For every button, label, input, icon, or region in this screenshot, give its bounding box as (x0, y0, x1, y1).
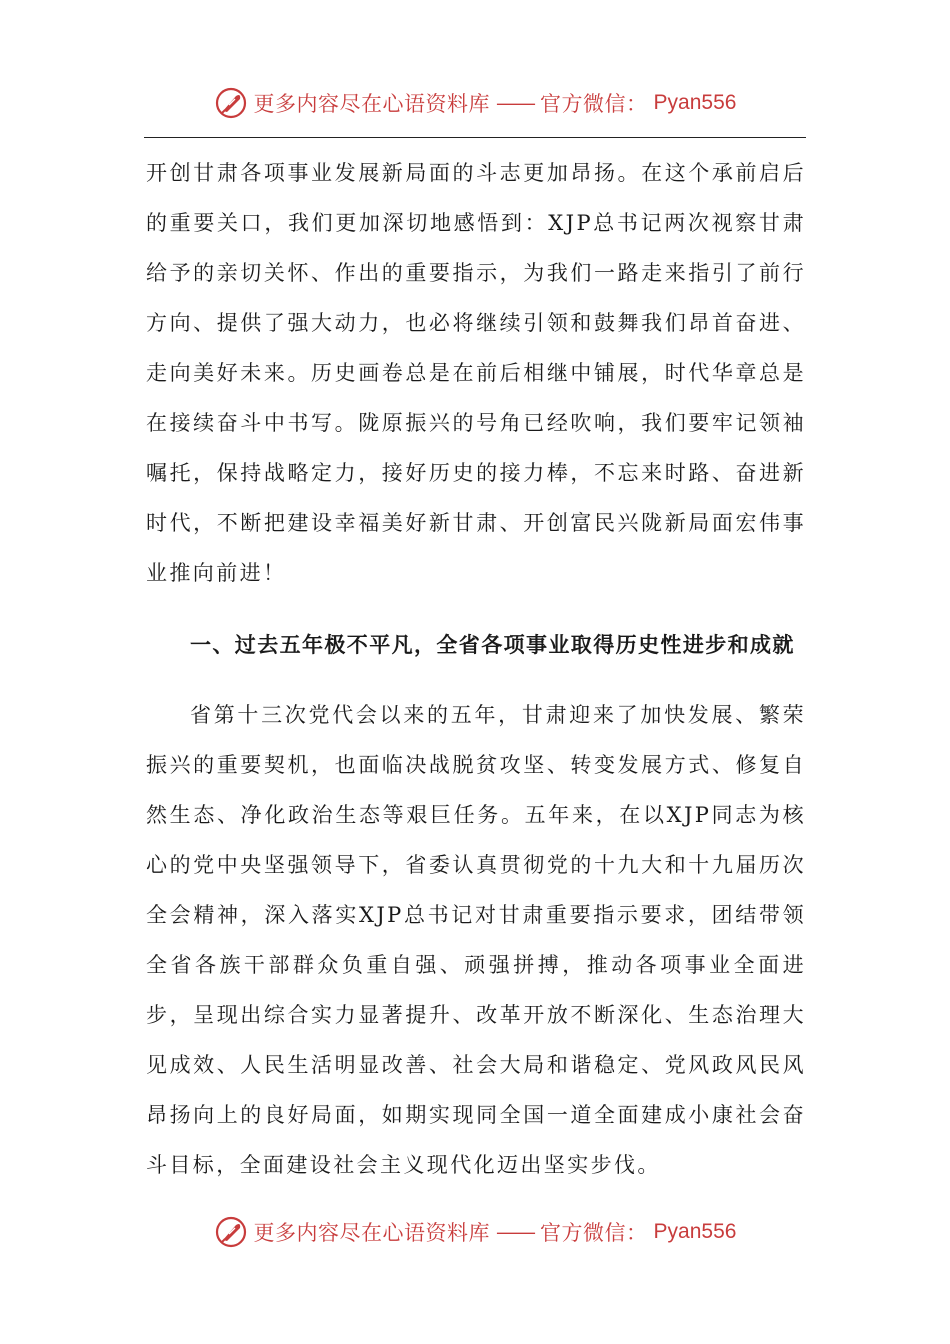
document-body (146, 148, 806, 1190)
watermark-label: 官方微信： (540, 92, 648, 116)
quill-pen-icon (214, 1215, 248, 1249)
watermark-text: 更多内容尽在心语资料库 (253, 1221, 491, 1245)
watermark-dash: —— (496, 91, 535, 115)
quill-pen-icon (214, 86, 248, 120)
footer-watermark (0, 1212, 950, 1252)
paragraph-continued: 开创甘肃各项事业发展新局面的斗志更加昂扬。在这个承前启后的重要关口，我们更加深切地感悟到：XJP总书记两次视察甘肃给予的亲切关怀、作出的重要指示，为我们一路走来指引了前行方向、提供了强大动力，也必将继续引领和鼓舞我们昂首奋进、走向美好未来。历史画卷总是在前后相继中铺展，时代华章总是在接续奋斗中书写。陇原振兴的号角已经吹响，我们要牢记领袖嘱托，保持战略定力，接好历史的接力棒，不忘来时路、奋进新时代，不断把建设幸福美好新甘肃、开创富民兴陇新局面宏伟事业推向前进！ (146, 161, 806, 585)
watermark-text: 更多内容尽在心语资料库 (253, 92, 491, 116)
header-watermark (0, 83, 950, 123)
watermark-handle: Pyan556 (653, 91, 737, 114)
watermark-dash: —— (496, 1220, 535, 1244)
paragraph-section-intro: 省第十三次党代会以来的五年，甘肃迎来了加快发展、繁荣振兴的重要契机，也面临决战脱贫攻坚、转变发展方式、修复自然生态、净化政治生态等艰巨任务。五年来，在以XJP同志为核心的党中央坚强领导下，省委认真贯彻党的十九大和十九届历次全会精神，深入落实XJP总书记对甘肃重要指示要求，团结带领全省各族干部群众负重自强、顽强拼搏，推动各项事业全面进步，呈现出综合实力显著提升、改革开放不断深化、生态治理大见成效、人民生活明显改善、社会大局和谐稳定、党风政风民风昂扬向上的良好局面，如期实现同全国一道全面建成小康社会奋斗目标，全面建设社会主义现代化迈出坚实步伐。 (146, 703, 806, 1177)
section-heading: 一、过去五年极不平凡，全省各项事业取得历史性进步和成就 (190, 633, 795, 657)
watermark-handle: Pyan556 (653, 1220, 737, 1243)
watermark-label: 官方微信： (540, 1221, 648, 1245)
header-divider (144, 137, 806, 138)
